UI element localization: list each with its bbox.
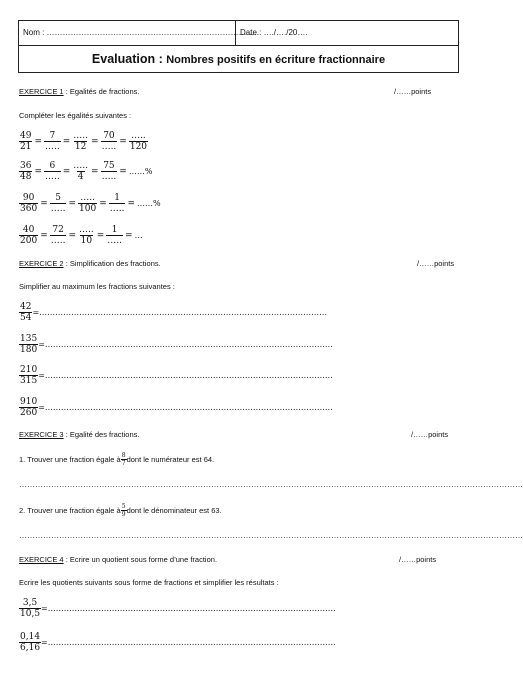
fraction — [101, 161, 118, 182]
fraction-numerator: 49 — [20, 131, 32, 141]
fraction — [19, 161, 32, 182]
fraction-denominator: 10 — [80, 236, 93, 246]
answer-line[interactable]: =……………………………………………………………………………………………… — [38, 371, 333, 380]
fraction-denominator: ….. — [101, 142, 117, 152]
fraction-numerator: ….. — [73, 161, 89, 171]
fraction-denominator: 12 — [74, 142, 87, 152]
fraction-denominator: 10,5 — [20, 609, 41, 619]
fraction-numerator: 75 — [103, 161, 115, 171]
fraction-denominator: ….. — [45, 172, 60, 182]
ex4-heading — [19, 555, 217, 564]
fraction — [78, 193, 97, 214]
date-field: Date : …./…./20…. — [240, 28, 308, 37]
fraction-numerator: 7 — [49, 131, 56, 141]
fraction — [19, 302, 32, 323]
equals-sign: = — [119, 136, 127, 147]
fraction — [72, 131, 89, 152]
simplify-row — [19, 365, 333, 386]
fraction — [109, 193, 126, 214]
simplify-row — [19, 302, 327, 323]
simplify-row — [19, 334, 333, 355]
fraction — [50, 193, 67, 214]
fraction-numerator: ….. — [79, 225, 94, 235]
quotient-row — [19, 598, 336, 619]
fraction-denominator: ….. — [101, 172, 117, 182]
ex1-points: /……points — [394, 87, 432, 96]
fraction-numerator: 70 — [103, 131, 115, 141]
blank-value[interactable]: … — [134, 231, 143, 240]
ex4-label: EXERCICE 4 — [19, 555, 64, 564]
fraction-denominator: ….. — [45, 142, 60, 152]
answer-line[interactable]: =……………………………………………………………………………………………… — [32, 308, 328, 317]
fraction-numerator: 1 — [114, 193, 120, 203]
fraction-denominator: 180 — [20, 345, 38, 355]
ex3-question-1 — [19, 452, 214, 467]
q2-after: dont le dénominateur est 63. — [126, 506, 222, 515]
ex3-question-2 — [19, 503, 222, 518]
fraction-numerator: 42 — [20, 302, 32, 312]
fraction-numerator: 90 — [22, 193, 35, 203]
fraction-numerator: 72 — [52, 225, 64, 235]
fraction — [19, 397, 38, 418]
fraction-numerator: 910 — [20, 397, 38, 407]
equals-sign: = — [91, 166, 99, 177]
fraction — [19, 193, 38, 214]
q1-num: 8 — [121, 452, 126, 459]
fraction — [44, 161, 61, 182]
equality-row — [19, 161, 152, 182]
fraction — [106, 225, 123, 246]
equals-sign: = — [34, 166, 42, 177]
fraction-numerator: 0,14 — [20, 632, 41, 642]
fraction — [19, 131, 32, 152]
q1-after: dont le numérateur est 64. — [126, 455, 215, 464]
fraction-numerator: 135 — [20, 334, 38, 344]
fraction — [19, 632, 41, 653]
fraction-numerator: 40 — [22, 225, 35, 235]
answer-line[interactable]: =……………………………………………………………………………………………… — [38, 340, 333, 349]
fraction — [19, 598, 41, 619]
fraction — [78, 225, 95, 246]
q1-answer-line[interactable]: ……………………………………………………………………………………………………………………………………………………………………… — [19, 480, 523, 489]
fraction — [50, 225, 67, 246]
ex2-heading — [19, 259, 161, 268]
equality-row — [19, 225, 143, 246]
equals-sign: = — [62, 136, 71, 147]
name-field: Nom : …………………………………………………………………….. — [19, 21, 236, 45]
equals-sign: = — [68, 230, 77, 241]
fraction-numerator: ….. — [131, 131, 146, 141]
fraction-denominator: ….. — [50, 204, 66, 214]
q1-den: 7 — [121, 460, 126, 467]
blank-value[interactable]: ……% — [128, 167, 153, 176]
fraction-denominator: 48 — [20, 172, 32, 182]
ex4-title: : Ecrire un quotient sous forme d’une fraction. — [63, 555, 218, 564]
fraction-denominator: 120 — [129, 142, 148, 152]
equality-row — [19, 193, 161, 214]
fraction — [72, 161, 89, 182]
equals-sign: = — [34, 136, 42, 147]
equals-sign: = — [40, 198, 48, 209]
equals-sign: = — [119, 166, 127, 177]
ex3-label: EXERCICE 3 — [19, 430, 64, 439]
fraction-denominator: 6,16 — [20, 643, 41, 653]
fraction-denominator: 4 — [77, 172, 84, 182]
equals-sign: = — [96, 230, 105, 241]
q1-before: 1. Trouver une fraction égale à — [19, 455, 121, 464]
ex4-instruction: Ecrire les quotients suivants sous forme de fractions et simplifier les résultats : — [19, 578, 279, 587]
ex3-title: : Egalité des fractions. — [63, 430, 140, 439]
q2-den: 9 — [121, 511, 126, 518]
equals-sign: = — [91, 136, 99, 147]
ex1-instruction: Compléter les égalités suivantes : — [19, 111, 132, 120]
fraction-numerator: 36 — [20, 161, 32, 171]
fraction-denominator: ….. — [107, 236, 123, 246]
answer-line[interactable]: =……………………………………………………………………………………………… — [41, 638, 336, 647]
ex4-points: /……points — [399, 555, 437, 564]
ex3-heading — [19, 430, 139, 439]
fraction-numerator: 210 — [20, 365, 38, 375]
fraction-denominator: 54 — [20, 313, 32, 323]
header-table — [18, 20, 459, 46]
fraction-denominator: 200 — [20, 236, 38, 246]
answer-line[interactable]: =……………………………………………………………………………………………… — [41, 604, 336, 613]
fraction — [129, 131, 148, 152]
ex1-label: EXERCICE 1 — [19, 87, 64, 96]
blank-value[interactable]: ……% — [137, 199, 161, 208]
equals-sign: = — [40, 230, 48, 241]
fraction — [19, 334, 38, 355]
quotient-row — [19, 632, 336, 653]
fraction-denominator: 21 — [20, 142, 32, 152]
fraction-numerator: 6 — [49, 161, 56, 171]
answer-line[interactable]: =……………………………………………………………………………………………… — [38, 403, 333, 412]
fraction-denominator: ….. — [109, 204, 125, 214]
ex1-title: : Egalités de fractions. — [63, 87, 140, 96]
title-part2: Nombres positifs en écriture fractionnaire — [166, 54, 386, 66]
fraction-denominator: 260 — [20, 408, 38, 418]
fraction — [19, 365, 38, 386]
equals-sign: = — [127, 198, 136, 209]
equality-row — [19, 131, 148, 152]
q2-before: 2. Trouver une fraction égale à — [19, 506, 121, 515]
page-title — [18, 46, 459, 73]
fraction-denominator: ….. — [50, 236, 66, 246]
fraction — [101, 131, 118, 152]
fraction-denominator: 360 — [20, 204, 38, 214]
q2-answer-line[interactable]: ……………………………………………………………………………………………………………………………………………………………………… — [19, 531, 523, 540]
equals-sign: = — [99, 198, 107, 209]
fraction-numerator: 3,5 — [22, 598, 38, 608]
equals-sign: = — [62, 166, 71, 177]
ex2-title: : Simplification des fractions. — [63, 259, 161, 268]
ex3-points: /……points — [411, 430, 449, 439]
ex2-instruction: Simplifier au maximum les fractions suivantes : — [19, 282, 175, 291]
ex2-points: /……points — [417, 259, 455, 268]
fraction — [44, 131, 61, 152]
fraction-denominator: 315 — [20, 376, 38, 386]
fraction — [19, 225, 38, 246]
equals-sign: = — [125, 230, 133, 241]
equals-sign: = — [68, 198, 77, 209]
fraction-numerator: ….. — [73, 131, 89, 141]
simplify-row — [19, 397, 333, 418]
fraction-numerator: ….. — [80, 193, 95, 203]
fraction-numerator: 1 — [111, 225, 118, 235]
fraction-denominator: 100 — [79, 204, 97, 214]
title-part1: Evaluation : — [91, 52, 167, 66]
q2-num: 5 — [121, 503, 126, 510]
ex1-heading — [19, 87, 139, 96]
fraction-numerator: 5 — [55, 193, 61, 203]
ex2-label: EXERCICE 2 — [19, 259, 64, 268]
